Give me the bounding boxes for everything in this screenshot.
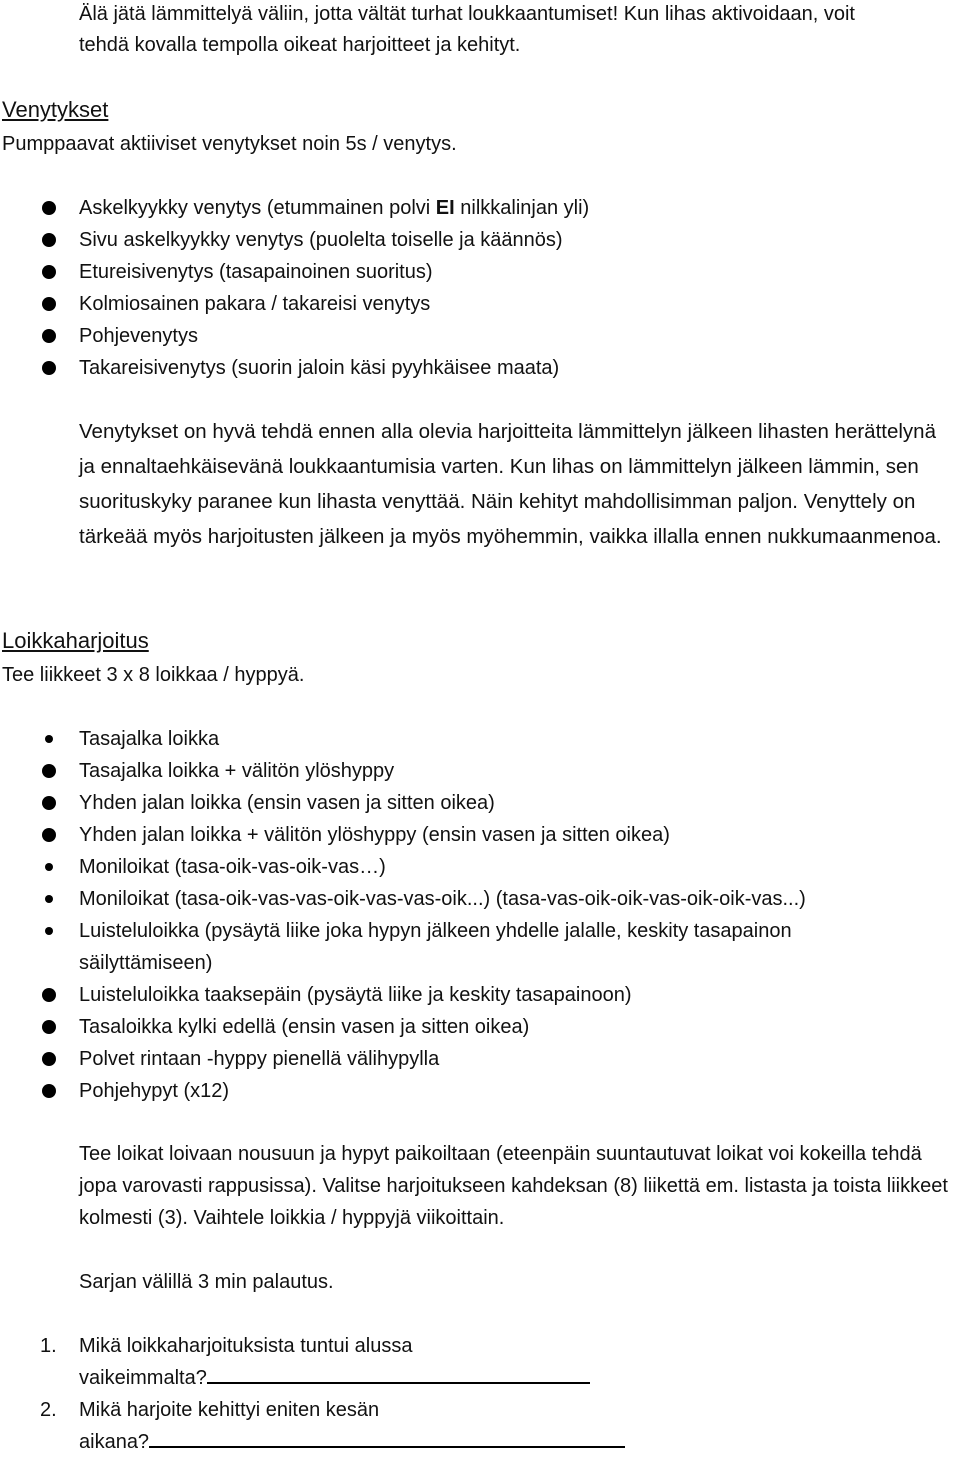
- bullet-icon: [42, 361, 56, 375]
- stretching-paragraph: Venytykset on hyvä tehdä ennen alla olevia harjoitteita lämmittelyn jälkeen lihasten herättelynä ja ennaltaehkäisevänä loukkaantumisia varten. Kun lihas on lämmittelyn jälkeen lämmin, sen suorituskyky paranee kun lihasta venyttää. Näin kehityt mahdollisimman paljon. Venyttely on tärkeää myös harjoitusten jälkeen ja myös myöhemmin, vaikka illalla ennen nukkumaanmenoa.: [79, 420, 942, 548]
- bullet-icon: [42, 265, 56, 279]
- list-item: Moniloikat (tasa-oik-vas-vas-oik-vas-vas-oik...) (tasa-vas-oik-oik-vas-oik-oik-vas...): [0, 883, 960, 915]
- rest-note: Sarjan välillä 3 min palautus.: [79, 1271, 334, 1293]
- bullet-icon: [42, 201, 56, 215]
- bullet-icon: [45, 735, 53, 743]
- bullet-icon: [45, 863, 53, 871]
- answer-blank[interactable]: [149, 1426, 625, 1448]
- list-item: Pohjevenytys: [0, 320, 960, 352]
- list-item: Yhden jalan loikka (ensin vasen ja sitten oikea): [0, 787, 960, 819]
- bullet-icon: [42, 297, 56, 311]
- question-text: Mikä harjoite kehittyi eniten kesän: [79, 1399, 380, 1421]
- intro-line-1: Älä jätä lämmittelyä väliin, jotta vältät turhat loukkaantumiset! Kun lihas aktivoidaan, voit: [79, 3, 855, 25]
- list-item: Etureisivenytys (tasapainoinen suoritus): [0, 256, 960, 288]
- bullet-icon: [42, 233, 56, 247]
- question-number: 2.: [40, 1399, 57, 1421]
- list-item: Luisteluloikka taaksepäin (pysäytä liike ja keskity tasapainoon): [0, 979, 960, 1011]
- intro-line-2: tehdä kovalla tempolla oikeat harjoitteet ja kehityt.: [79, 34, 521, 56]
- jumping-list: [0, 723, 960, 1107]
- bullet-icon: [45, 927, 53, 935]
- bullet-icon: [42, 1020, 56, 1034]
- answer-blank[interactable]: [207, 1362, 590, 1384]
- question-text: aikana?: [79, 1431, 150, 1453]
- stretching-subtitle: Pumppaavat aktiiviset venytykset noin 5s / venytys.: [2, 133, 457, 155]
- list-item: Kolmiosainen pakara / takareisi venytys: [0, 288, 960, 320]
- list-item: Askelkyykky venytys (etummainen polvi EI nilkkalinjan yli): [0, 192, 960, 224]
- question-text: vaikeimmalta?: [79, 1367, 207, 1389]
- jumping-subtitle: Tee liikkeet 3 x 8 loikkaa / hyppyä.: [2, 664, 305, 686]
- jumping-heading: Loikkaharjoitus: [2, 628, 149, 653]
- question-number: 1.: [40, 1335, 57, 1357]
- bullet-icon: [42, 329, 56, 343]
- list-item: Tasaloikka kylki edellä (ensin vasen ja sitten oikea): [0, 1011, 960, 1043]
- bullet-icon: [42, 1084, 56, 1098]
- bullet-icon: [42, 828, 56, 842]
- stretching-heading: Venytykset: [2, 97, 109, 122]
- list-item: Yhden jalan loikka + välitön ylöshyppy (ensin vasen ja sitten oikea): [0, 819, 960, 851]
- list-item: Takareisivenytys (suorin jaloin käsi pyyhkäisee maata): [0, 352, 960, 384]
- list-item: Polvet rintaan -hyppy pienellä välihypylla: [0, 1043, 960, 1075]
- bullet-icon: [42, 796, 56, 810]
- list-item: Tasajalka loikka: [0, 723, 960, 755]
- list-item: Luisteluloikka (pysäytä liike joka hypyn jälkeen yhdelle jalalle, keskity tasapainon säilyttämiseen): [0, 915, 960, 979]
- stretching-list: [0, 192, 960, 384]
- jumping-paragraph: Tee loikat loivaan nousuun ja hypyt paikoiltaan (eteenpäin suuntautuvat loikat voi kokeilla tehdä jopa varovasti rappusissa). Valitse harjoitukseen kahdeksan (8) liikettä em. listasta ja toista liikkeet kolmesti (3). Vaihtele loikkia / hyppyjä viikoittain.: [79, 1143, 948, 1229]
- list-item: Sivu askelkyykky venytys (puolelta toiselle ja käännös): [0, 224, 960, 256]
- question-text: Mikä loikkaharjoituksista tuntui alussa: [79, 1335, 413, 1357]
- bullet-icon: [42, 764, 56, 778]
- list-item: Pohjehypyt (x12): [0, 1075, 960, 1107]
- bullet-icon: [45, 895, 53, 903]
- bullet-icon: [42, 1052, 56, 1066]
- list-item: Moniloikat (tasa-oik-vas-oik-vas…): [0, 851, 960, 883]
- bullet-icon: [42, 988, 56, 1002]
- list-item: Tasajalka loikka + välitön ylöshyppy: [0, 755, 960, 787]
